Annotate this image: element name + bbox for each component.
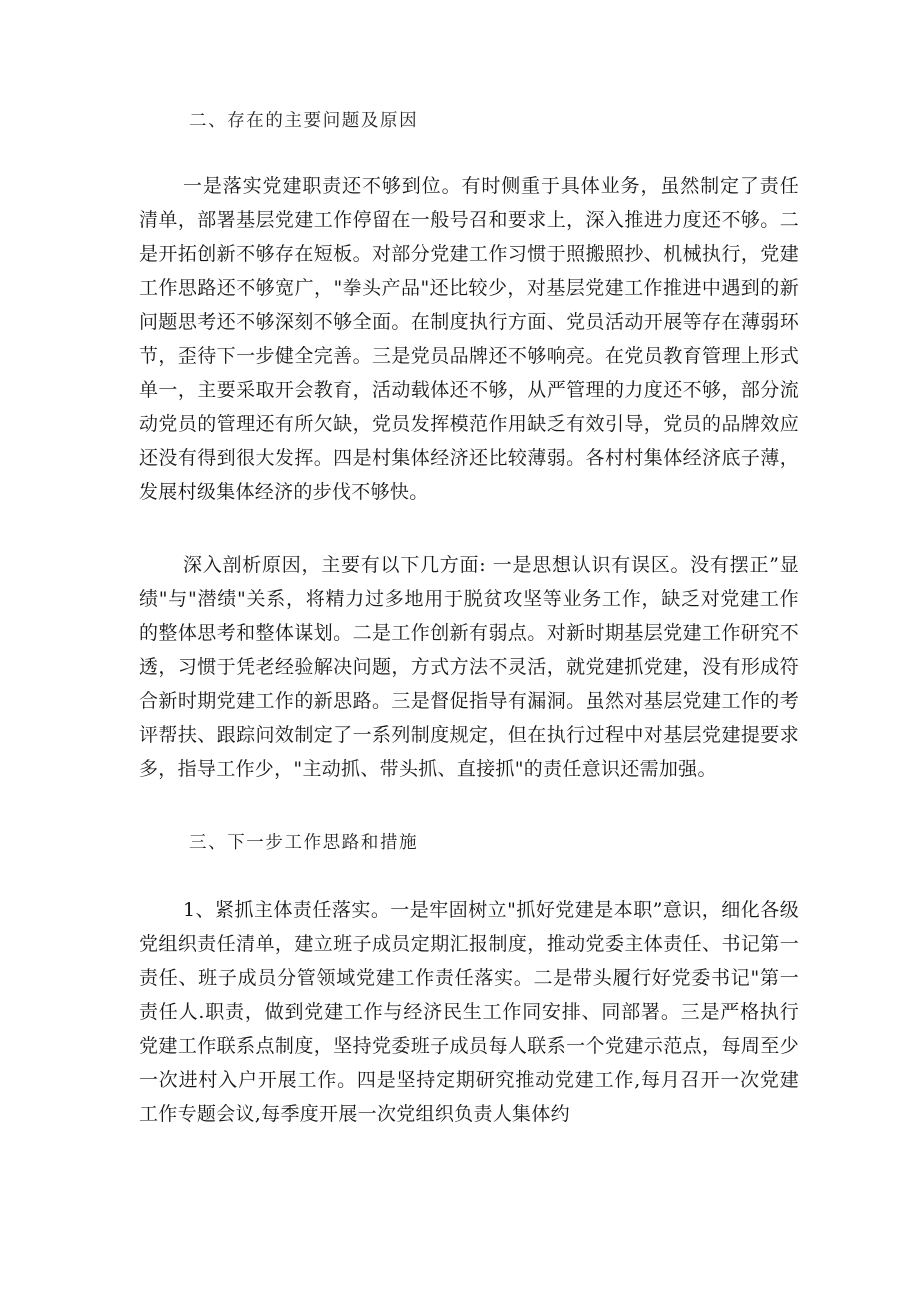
paragraph-causes: 深入剖析原因，主要有以下几方面: 一是思想认识有误区。没有摆正”显绩"与"潜绩"关系，将精力过多地用于脱贫攻坚等业务工作，缺乏对党建工作的整体思考和整体谋划。二是工作创新有弱点。对新时期基层党建工作研究不透，习惯于凭老经验解决问题，方式方法不灵活，就党建抓党建，没有形成符合新时期党建工作的新思路。三是督促指导有漏洞。虽然对基层党建工作的考评帮扶、跟踪问效制定了一系列制度规定，但在执行过程中对基层党建提要求多，指导工作少，"主动抓、带头抓、直接抓"的责任意识还需加强。 [139,554,799,780]
section-heading-problems: 二、存在的主要问题及原因 [189,111,419,131]
paragraph-measures: 1、紧抓主体责任落实。一是牢固树立"抓好党建是本职”意识，细化各级党组织责任清单，建立班子成员定期汇报制度，推动党委主体责任、书记第一责任、班子成员分管领域党建工作责任落实。二是带头履行好党委书记"第一责任人.职责，做到党建工作与经济民生工作同安排、同部署。三是严格执行党建工作联系点制度，坚持党委班子成员每人联系一个党建示范点，每周至少一次进村入户开展工作。四是坚持定期研究推动党建工作,每月召开一次党建工作专题会议,每季度开展一次党组织负责人集体约 [139,899,799,1125]
paragraph-problems: 一是落实党建职责还不够到位。有时侧重于具体业务，虽然制定了责任清单，部署基层党建工作停留在一般号召和要求上，深入推进力度还不够。二是开拓创新不够存在短板。对部分党建工作习惯于照搬照抄、机械执行，党建工作思路还不够宽广，"拳头产品"还比较少，对基层党建工作推进中遇到的新问题思考还不够深刻不够全面。在制度执行方面、党员活动开展等存在薄弱环节，歪待下一步健全完善。三是党员品牌还不够响亮。在党员教育管理上形式单一，主要采取开会教育，活动载体还不够，从严管理的力度还不够，部分流动党员的管理还有所欠缺，党员发挥模范作用缺乏有效引导，党员的品牌效应还没有得到很大发挥。四是村集体经济还比较薄弱。各村村集体经济底子薄，发展村级集体经济的步伐不够快。 [139,175,799,503]
document-body [139,106,799,1131]
section-heading-next-steps: 三、下一步工作思路和措施 [189,833,419,853]
